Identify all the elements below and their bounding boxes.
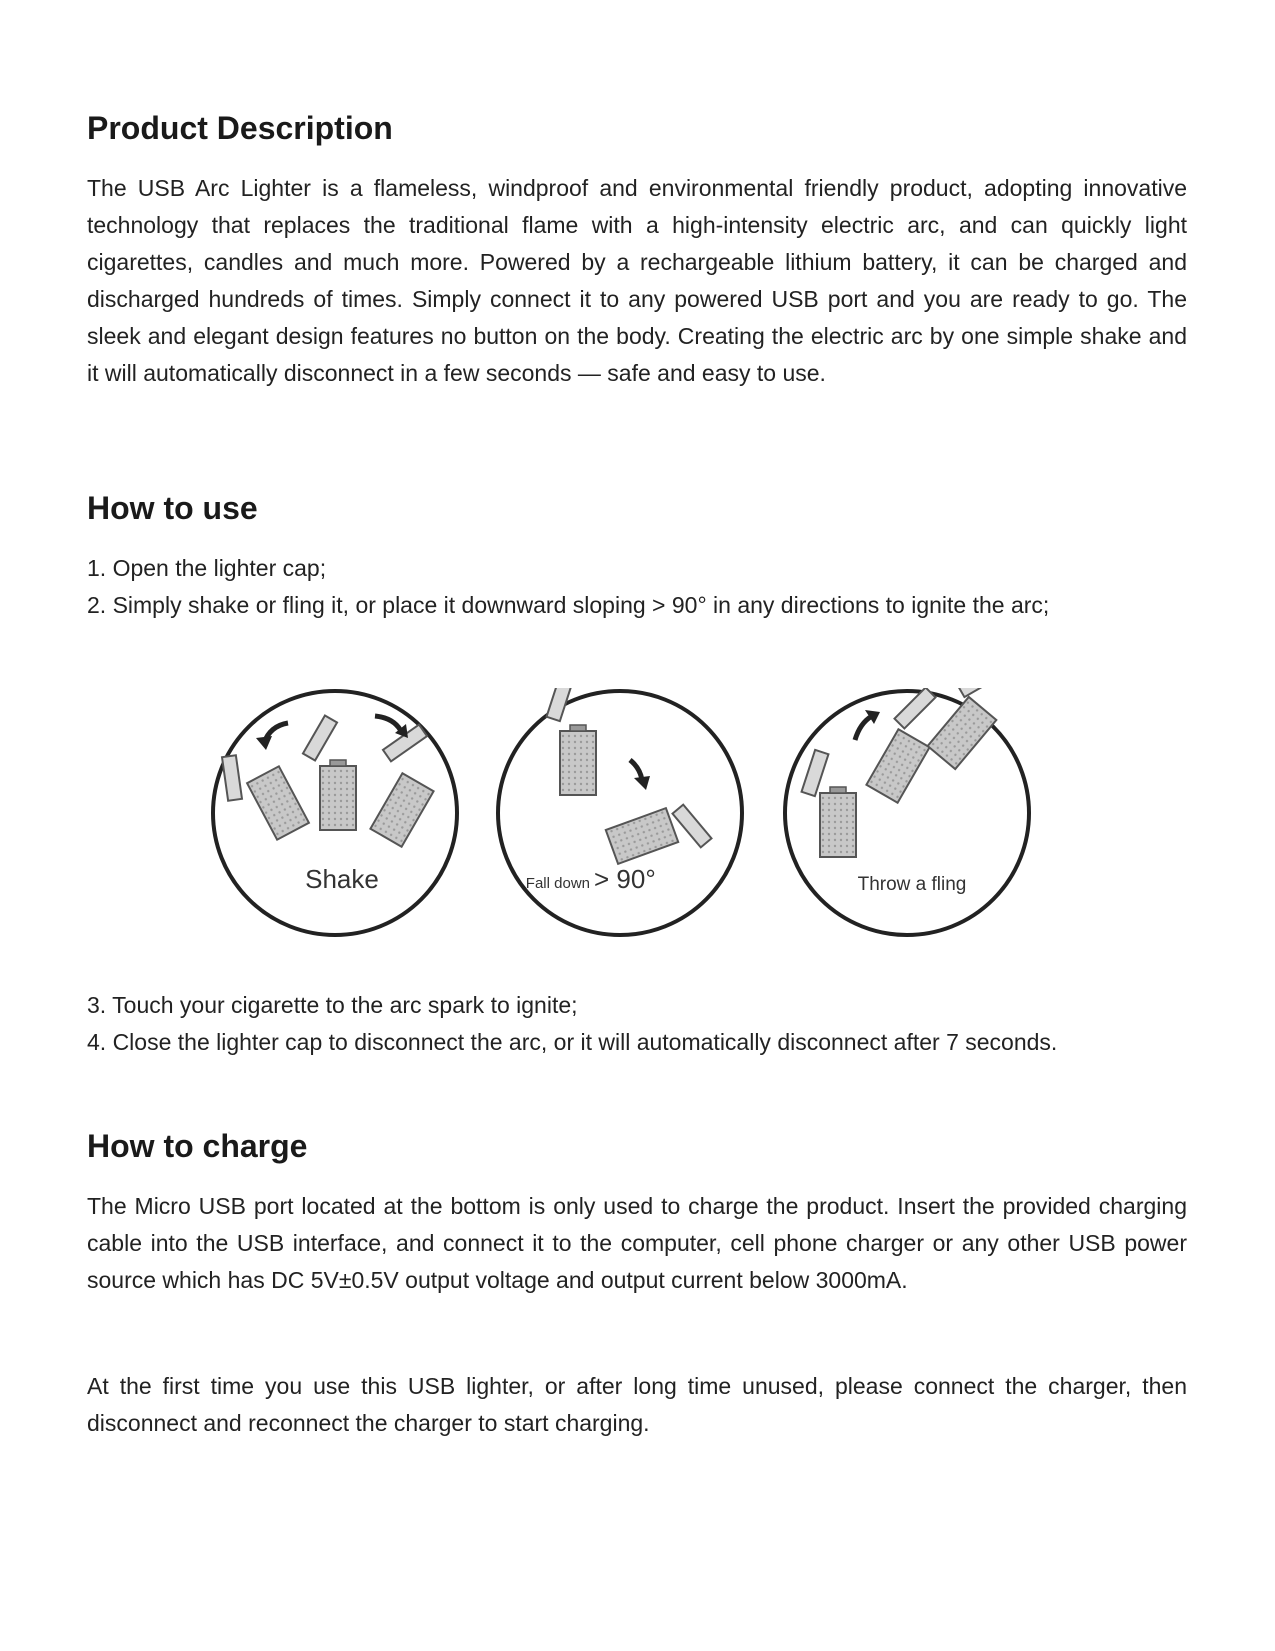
description-paragraph: The USB Arc Lighter is a flameless, windproof and environmental friendly product, adopting innovative technology that replaces the traditional flame with a high-intensity electric arc, and can quickly light cigarettes, candles and much more. Powered by a rechargeable lithium battery, it can be charged and discharged hundreds of times. Simply connect it to any powered USB port and you are ready to go. The sleek and elegant design features no button on the body. Creating the electric arc by one simple shake and it will automatically disconnect in a few seconds — safe and easy to use. — [87, 175, 1187, 386]
step-4: 4. Close the lighter cap to disconnect the arc, or it will automatically disconnect after 7 seconds. — [87, 1029, 1058, 1055]
shake-panel — [213, 691, 457, 935]
throw-fling-label: Throw a fling — [857, 874, 967, 895]
usage-illustration — [210, 688, 1090, 958]
heading-product-description: Product Description — [87, 110, 393, 146]
fall-down-label: Fall down — [525, 875, 590, 892]
step-1: 1. Open the lighter cap; — [87, 555, 327, 581]
step-3: 3. Touch your cigarette to the arc spark to ignite; — [87, 992, 578, 1018]
charge-paragraph-1: The Micro USB port located at the bottom is only used to charge the product. Insert the provided charging cable into the USB interface, and connect it to the computer, cell phone charger or any other USB power source which has DC 5V±0.5V output voltage and output current below 3000mA. — [87, 1193, 1187, 1293]
heading-how-to-charge: How to charge — [87, 1128, 308, 1164]
charge-paragraph-2: At the first time you use this USB lighter, or after long time unused, please connect the charger, then disconnect and reconnect the charger to start charging. — [87, 1373, 1187, 1436]
heading-how-to-use: How to use — [87, 490, 258, 526]
fall-down-angle-label: > 90° — [594, 864, 656, 894]
fall-down-panel — [498, 688, 742, 935]
throw-fling-panel — [785, 688, 1029, 935]
step-2: 2. Simply shake or fling it, or place it downward sloping > 90° in any directions to ignite the arc; — [87, 592, 1050, 618]
shake-label: Shake — [305, 864, 379, 894]
